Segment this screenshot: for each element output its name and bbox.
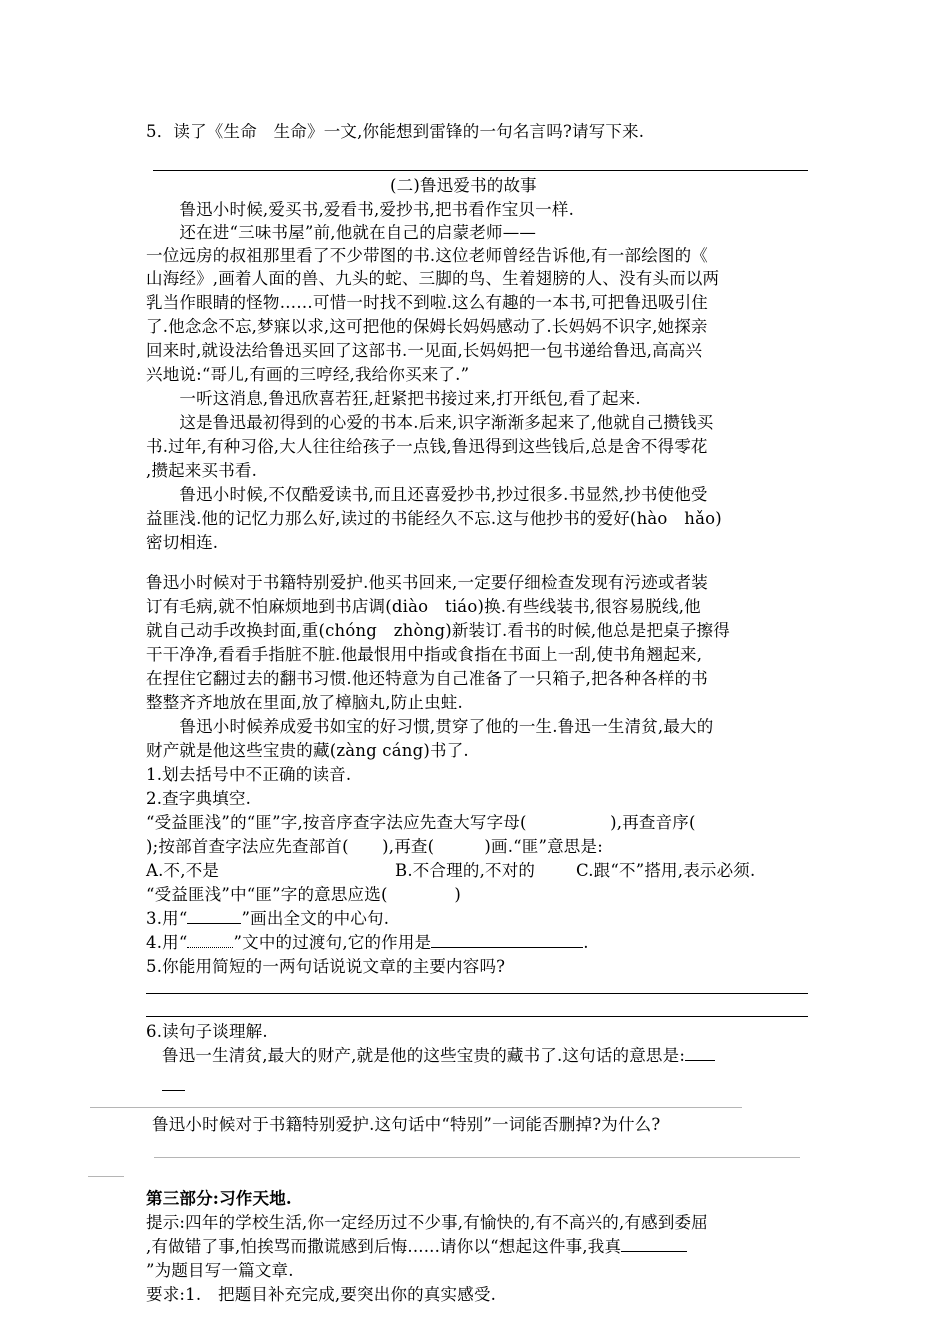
title-blank[interactable] [621, 1235, 687, 1252]
part1-question-5: 5．读了《生命 生命》一文,你能想到雷锋的一句名言吗?请写下来. [146, 122, 645, 141]
story-line: 乳当作眼睛的怪物……可惜一时找不到啦.这么有趣的一本书,可把鲁迅吸引住 [146, 293, 708, 312]
story-line: 就自己动手改换封面,重(chóng zhòng)新装订.看书的时候,他总是把桌子擦得 [146, 621, 730, 640]
answer-line [88, 1176, 124, 1177]
question-6: 6.读句子谈理解. [146, 1022, 268, 1041]
question-6-sentence-a-text: 鲁迅一生清贫,最大的财产,就是他的这些宝贵的藏书了.这句话的意思是: [162, 1046, 686, 1065]
story-line: 干干净净,看看手指脏不脏.他最恨用中指或食指在书面上一刮,使书角翘起来, [146, 645, 703, 664]
question-2-line-2: );按部首查字法应先查部首( ),再查( )画.“匪”意思是: [146, 837, 603, 856]
story-line: 山海经》,画着人面的兽、九头的蛇、三脚的鸟、生着翅膀的人、没有头而以两 [146, 269, 720, 288]
story-line: 了.他念念不忘,梦寐以求,这可把他的保姆长妈妈感动了.长妈妈不识字,她探亲 [146, 317, 708, 336]
part3-prompt-line-2 [146, 1235, 687, 1259]
question-2-option-b: B.不合理的,不对的 [395, 861, 536, 880]
answer-blank[interactable] [685, 1044, 715, 1061]
answer-line [90, 1107, 742, 1108]
question-2-option-c: C.跟“不”搭用,表示必须. [576, 861, 756, 880]
story-line: 回来时,就设法给鲁迅买回了这部书.一见面,长妈妈把一包书递给鲁迅,高高兴 [146, 341, 703, 360]
answer-line [146, 993, 808, 994]
story-line: 在捏住它翻过去的翻书习惯.他还特意为自己准备了一只箱子,把各种各样的书 [146, 669, 708, 688]
wavy-line-marker [187, 931, 233, 948]
story-line: 密切相连. [146, 533, 219, 552]
question-3-prefix: 3.用“ [146, 909, 188, 928]
question-4-end: . [583, 933, 589, 952]
answer-line [154, 1157, 800, 1158]
part3-prompt-line-1: 提示:四年的学校生活,你一定经历过不少事,有愉快的,有不高兴的,有感到委屈 [146, 1213, 708, 1232]
story-line: 财产就是他这些宝贵的藏(zàng cáng)书了. [146, 741, 469, 760]
story-line: 一听这消息,鲁迅欣喜若狂,赶紧把书接过来,打开纸包,看了起来. [146, 389, 641, 408]
question-3 [146, 907, 389, 931]
story-line: 鲁迅小时候养成爱书如宝的好习惯,贯穿了他的一生.鲁迅一生清贫,最大的 [146, 717, 714, 736]
story-line: 益匪浅.他的记忆力那么好,读过的书能经久不忘.这与他抄书的爱好(hào hǎo) [146, 509, 722, 528]
story-line: 鲁迅小时候对于书籍特别爱护.他买书回来,一定要仔细检查发现有污迹或者装 [146, 573, 708, 592]
question-4 [146, 931, 589, 955]
answer-blank[interactable] [431, 931, 583, 948]
story-line: ,攒起来买书看. [146, 461, 258, 480]
story-line: 一位远房的叔祖那里看了不少带图的书.这位老师曾经告诉他,有一部绘图的《 [146, 246, 708, 265]
answer-line [146, 1016, 808, 1017]
underline-marker [187, 907, 241, 924]
question-5: 5.你能用简短的一两句话说说文章的主要内容吗? [146, 957, 506, 976]
part3-heading: 第三部分:习作天地. [146, 1189, 292, 1208]
question-2: 2.查字典填空. [146, 789, 252, 808]
story-line: 鲁迅小时候,不仅酷爱读书,而且还喜爱抄书,抄过很多.书显然,抄书使他受 [146, 485, 708, 504]
answer-line [153, 170, 808, 171]
part3-prompt-line-3: ”为题目写一篇文章. [146, 1261, 294, 1280]
question-4-middle: ”文中的过渡句,它的作用是 [233, 933, 432, 952]
question-2-line-4: “受益匪浅”中“匪”字的意思应选( ) [146, 885, 462, 904]
story-line: 还在进“三味书屋”前,他就在自己的启蒙老师—— [146, 223, 537, 242]
story-title: (二)鲁迅爱书的故事 [390, 176, 537, 195]
story-line: 整整齐齐地放在里面,放了樟脑丸,防止虫蛀. [146, 693, 463, 712]
question-6-sentence-a [162, 1044, 715, 1068]
story-line: 书.过年,有种习俗,大人往往给孩子一点钱,鲁迅得到这些钱后,总是舍不得零花 [146, 437, 708, 456]
question-6-sentence-b: 鲁迅小时候对于书籍特别爱护.这句话中“特别”一词能否删掉?为什么? [152, 1115, 661, 1134]
question-4-prefix: 4.用“ [146, 933, 188, 952]
part3-requirement: 要求:1. 把题目补充完成,要突出你的真实感受. [146, 1285, 497, 1304]
story-line: 这是鲁迅最初得到的心爱的书本.后来,识字渐渐多起来了,他就自己攒钱买 [146, 413, 714, 432]
question-2-option-a: A.不,不是 [146, 861, 220, 880]
story-line: 鲁迅小时候,爱买书,爱看书,爱抄书,把书看作宝贝一样. [146, 200, 575, 219]
story-line: 订有毛病,就不怕麻烦地到书店调(diào tiáo)换.有些线装书,很容易脱线,他 [146, 597, 701, 616]
question-2-line-1: “受益匪浅”的“匪”字,按音序查字法应先查大写字母( ),再查音序( [146, 813, 696, 832]
part3-prompt-line-2-text: ,有做错了事,怕挨骂而撒谎感到后悔......请你以“想起这件事,我真 [146, 1237, 622, 1256]
question-1: 1.划去括号中不正确的读音. [146, 765, 352, 784]
answer-line [162, 1090, 185, 1091]
story-line: 兴地说:“哥儿,有画的三哼经,我给你买来了.” [146, 365, 470, 384]
question-3-suffix: ”画出全文的中心句. [241, 909, 390, 928]
